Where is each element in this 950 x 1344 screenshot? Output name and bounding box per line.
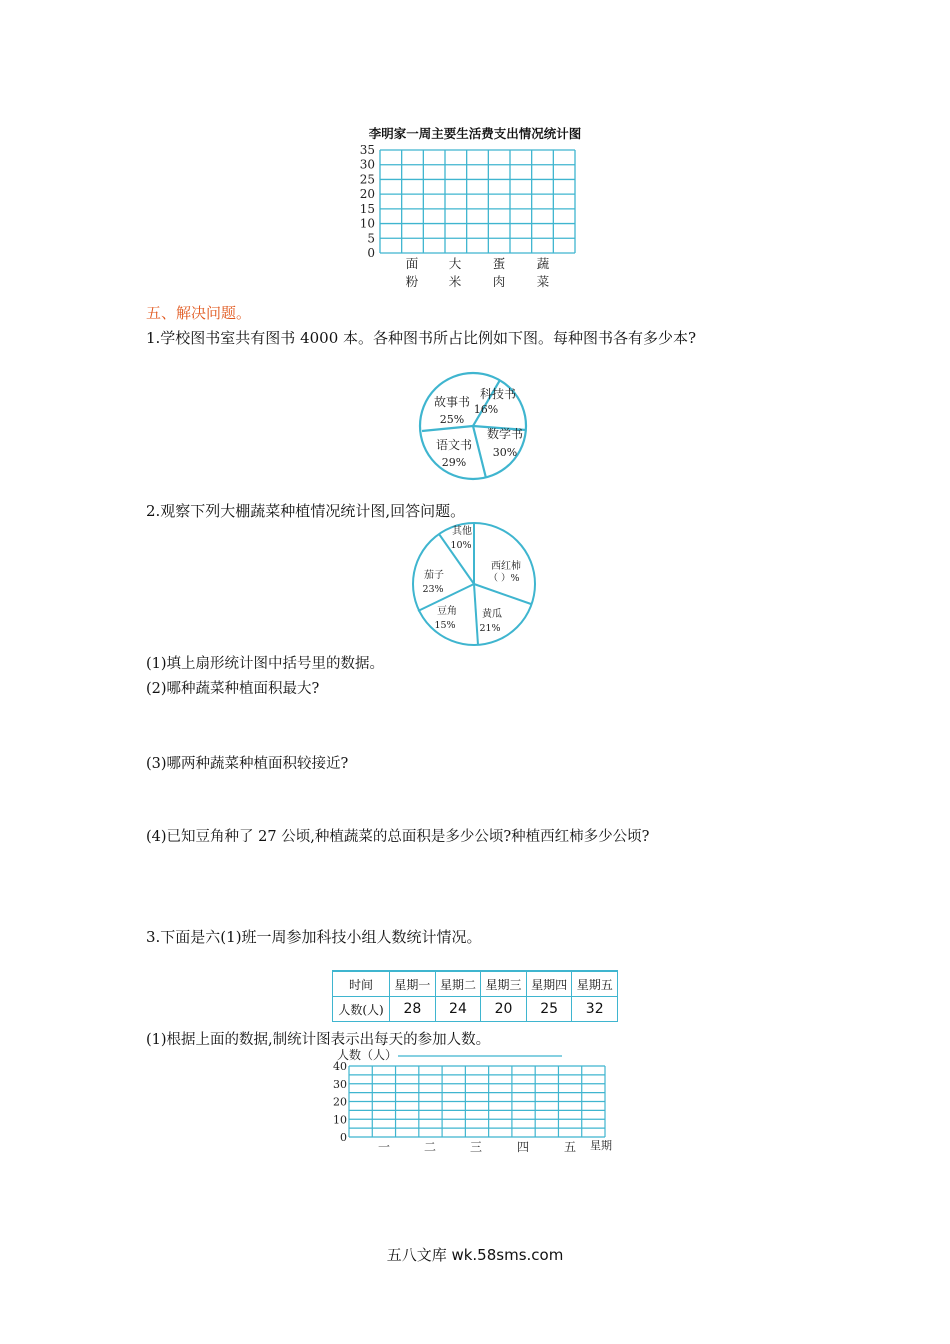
attendance-chart-grid (320, 1043, 620, 1158)
pie-pct-chinese-books: 29% (441, 456, 467, 469)
y-tick-label: 30 (359, 157, 375, 172)
vegetables-pie-chart (408, 518, 538, 650)
y-tick-label: 20 (359, 187, 375, 202)
y-tick-label: 0 (340, 1131, 347, 1144)
table-cell: 20 (481, 997, 527, 1022)
pie-label-beans: 豆角 (437, 606, 457, 617)
pie-label-eggplant: 茄子 (424, 570, 444, 581)
pie-pct-science-books: 16% (473, 403, 499, 416)
table-header-cell: 星期一 (390, 971, 436, 997)
y-tick-label: 30 (333, 1077, 347, 1091)
y-tick-label: 10 (359, 216, 375, 231)
x-category-label: 菜 (536, 274, 550, 289)
x-category-label: 蔬 (536, 256, 550, 271)
table-header-cell: 时间 (333, 971, 390, 997)
pie-pct-story-books: 25% (439, 413, 465, 426)
x-category-label: 肉 (492, 274, 506, 289)
books-pie-chart (414, 370, 534, 485)
table-header-cell: 星期四 (526, 971, 572, 997)
y-tick-label: 10 (333, 1113, 347, 1127)
table-header-cell: 星期二 (435, 971, 481, 997)
table-header-row (333, 971, 618, 997)
pie-pct-math-books: 30% (492, 446, 518, 459)
footer-watermark: 五八文库 wk.58sms.com (386, 1246, 564, 1264)
attendance-chart-ylabel: 人数（人） (337, 1048, 398, 1062)
y-tick-label: 35 (359, 143, 375, 157)
x-category-label: 蛋 (492, 256, 506, 271)
x-category-label: 粉 (405, 274, 419, 289)
x-tick-label: 一 (377, 1140, 391, 1154)
question-2-sub-2: (2)哪种蔬菜种植面积最大? (146, 681, 320, 697)
x-tick-label: 二 (423, 1140, 437, 1154)
pie-label-other: 其他 (452, 526, 472, 537)
question-2-sub-1: (1)填上扇形统计图中括号里的数据。 (146, 656, 385, 672)
pie-pct-beans: 15% (434, 620, 456, 631)
pie-pct-cucumber: 21% (479, 623, 501, 634)
pie-label-chinese-books: 语文书 (435, 438, 473, 452)
pie-pct-other: 10% (450, 540, 472, 551)
expense-chart-title: 李明家一周主要生活费支出情况统计图 (368, 126, 582, 141)
pie-label-story-books: 故事书 (433, 395, 471, 409)
pie-label-cucumber: 黄瓜 (482, 609, 502, 620)
question-1-text: 1.学校图书室共有图书 4000 本。各种图书所占比例如下图。每种图书各有多少本? (146, 329, 697, 347)
y-tick-label: 0 (367, 246, 375, 260)
x-tick-label: 五 (563, 1140, 577, 1154)
table-cell: 24 (435, 997, 481, 1022)
question-2-sub-4: (4)已知豆角种了 27 公顷,种植蔬菜的总面积是多少公顷?种植西红柿多少公顷? (146, 829, 650, 845)
pie-label-math-books: 数学书 (486, 427, 524, 441)
attendance-chart-xlabel: 星期 (590, 1139, 612, 1152)
question-3-text: 3.下面是六(1)班一周参加科技小组人数统计情况。 (146, 928, 482, 946)
pie-pct-eggplant: 23% (422, 584, 444, 595)
table-cell: 25 (526, 997, 572, 1022)
table-header-cell: 星期五 (572, 971, 618, 997)
table-row (333, 997, 618, 1022)
table-cell: 32 (572, 997, 618, 1022)
expense-chart-grid (340, 140, 600, 295)
section-five-title: 五、解决问题。 (146, 304, 252, 322)
x-category-label: 米 (448, 274, 462, 289)
table-row-label: 人数(人) (333, 997, 390, 1022)
pie-label-science-books: 科技书 (479, 387, 517, 401)
question-2-sub-3: (3)哪两种蔬菜种植面积较接近? (146, 756, 349, 772)
y-tick-label: 15 (359, 201, 375, 216)
table-cell: 28 (390, 997, 436, 1022)
x-tick-label: 三 (469, 1140, 483, 1154)
y-tick-label: 25 (359, 172, 375, 187)
question-2-text: 2.观察下列大棚蔬菜种植情况统计图,回答问题。 (146, 502, 466, 520)
question-3-sub-1: (1)根据上面的数据,制统计图表示出每天的参加人数。 (146, 1032, 491, 1048)
pie-pct-tomato-blank: （ ）% (488, 573, 520, 584)
x-category-label: 大 (448, 256, 462, 271)
y-tick-label: 40 (333, 1060, 347, 1073)
x-category-label: 面 (405, 256, 419, 271)
table-header-cell: 星期三 (481, 971, 527, 997)
x-tick-label: 四 (516, 1140, 530, 1154)
y-tick-label: 5 (367, 231, 375, 246)
science-group-table (332, 970, 618, 1022)
pie-label-tomato: 西红柿 (491, 561, 521, 572)
y-tick-label: 20 (333, 1095, 347, 1109)
